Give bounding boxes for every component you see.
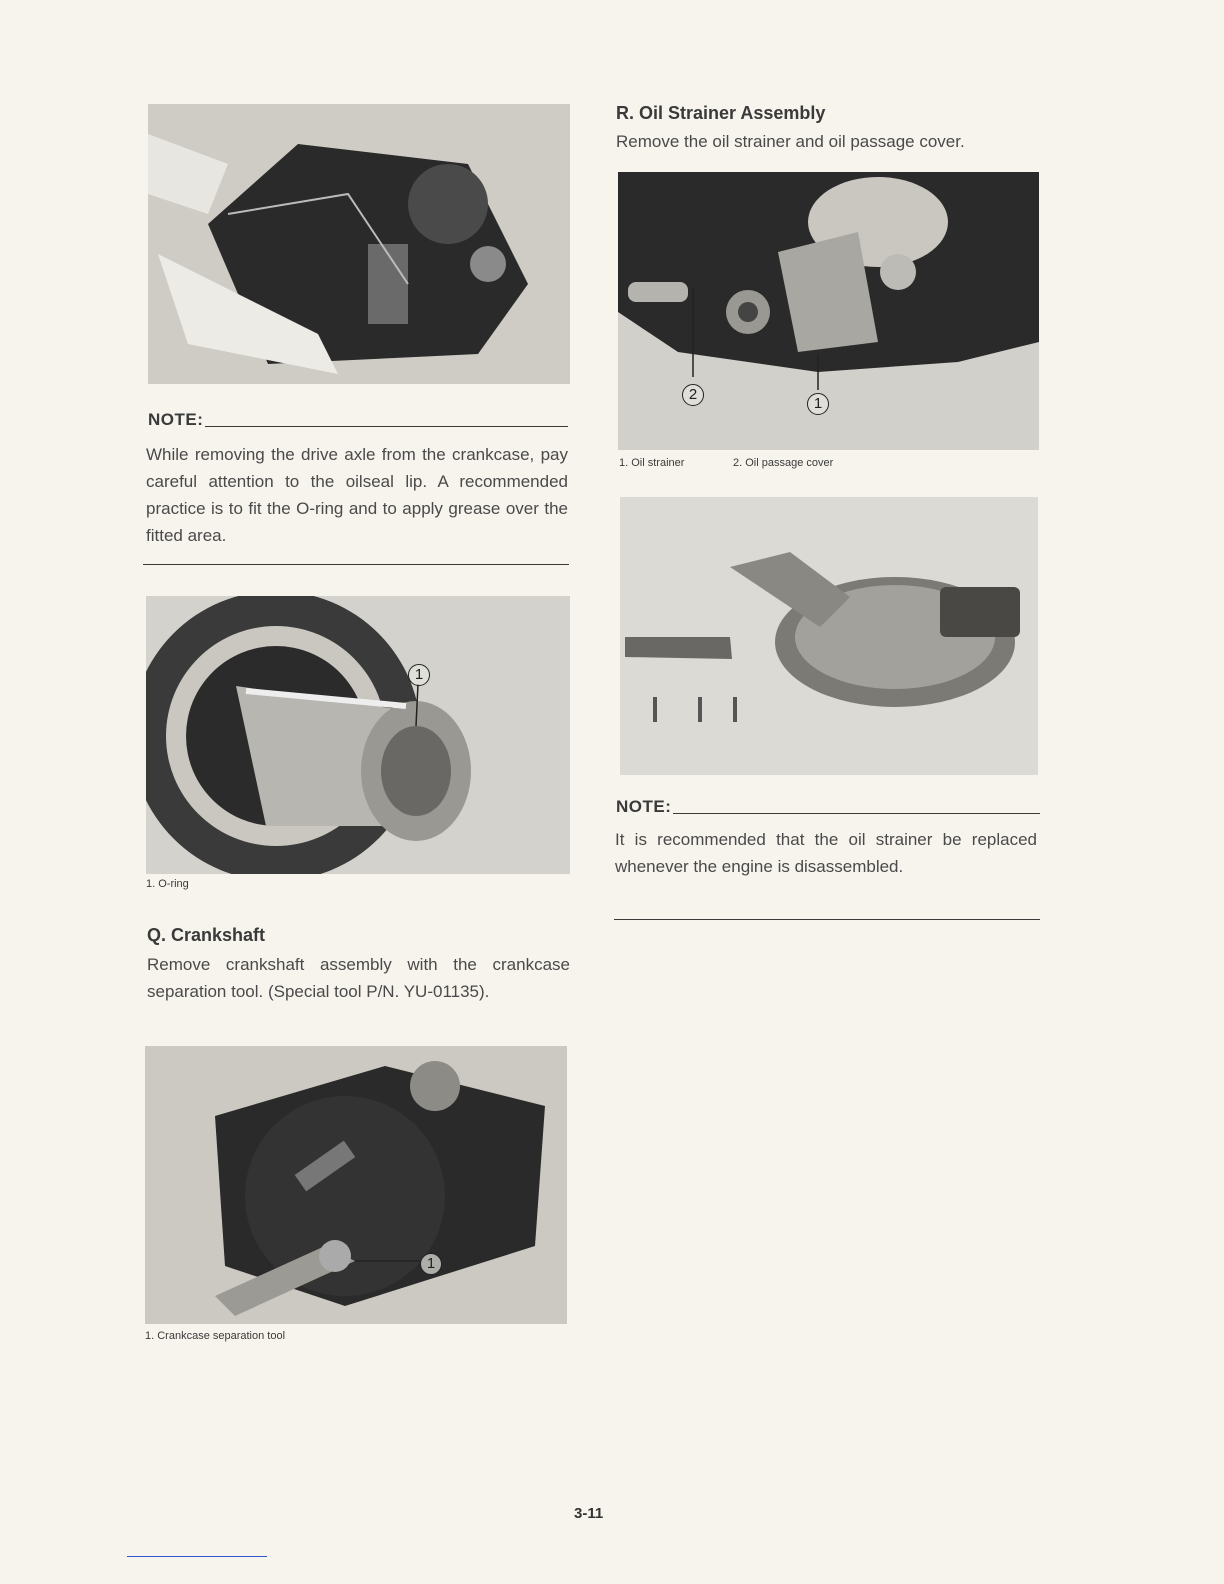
note-label: NOTE: — [148, 410, 204, 429]
note-underline-2 — [673, 813, 1040, 814]
separation-tool-callout: 1 — [420, 1253, 442, 1275]
note-label-2: NOTE: — [616, 797, 672, 816]
footer-rule — [127, 1556, 267, 1557]
crankcase-separation-photo — [145, 1046, 567, 1324]
oil-passage-cover-callout: 2 — [682, 384, 704, 406]
note-text-2: It is recommended that the oil strainer be replaced whenever the engine is disassembled. — [615, 830, 1037, 876]
o-ring-caption: 1. O-ring — [146, 878, 189, 890]
note-underline — [205, 426, 568, 427]
o-ring-photo — [146, 596, 570, 874]
crankshaft-section-text: Remove crankshaft assembly with the crankcase separation tool. (Special tool P/N. YU-01135). — [147, 955, 570, 1001]
separation-tool-caption: 1. Crankcase separation tool — [145, 1330, 286, 1342]
note-text: While removing the drive axle from the crankcase, pay careful attention to the oilseal lip. A recommended practice is to fit the O-ring and to apply grease over the fitted area. — [146, 445, 568, 545]
page-number: 3-11 — [574, 1505, 604, 1522]
oil-strainer-parts-photo — [620, 497, 1038, 775]
oil-strainer-section-title: R. Oil Strainer Assembly — [616, 103, 826, 123]
oil-strainer-section-text: Remove the oil strainer and oil passage cover. — [616, 132, 965, 151]
drive-axle-removal-photo — [148, 104, 570, 384]
crankshaft-section-title: Q. Crankshaft — [147, 925, 266, 945]
note-heading-2 — [616, 797, 1040, 817]
oil-strainer-callout: 1 — [807, 393, 829, 415]
note-bottom-rule-2 — [614, 919, 1040, 920]
oil-strainer-installed-photo — [618, 172, 1039, 450]
note-heading — [148, 410, 568, 430]
note-bottom-rule — [143, 564, 569, 565]
o-ring-callout: 1 — [408, 664, 430, 686]
oil-passage-cover-caption: 2. Oil passage cover — [733, 457, 834, 469]
oil-strainer-caption: 1. Oil strainer — [619, 457, 685, 469]
